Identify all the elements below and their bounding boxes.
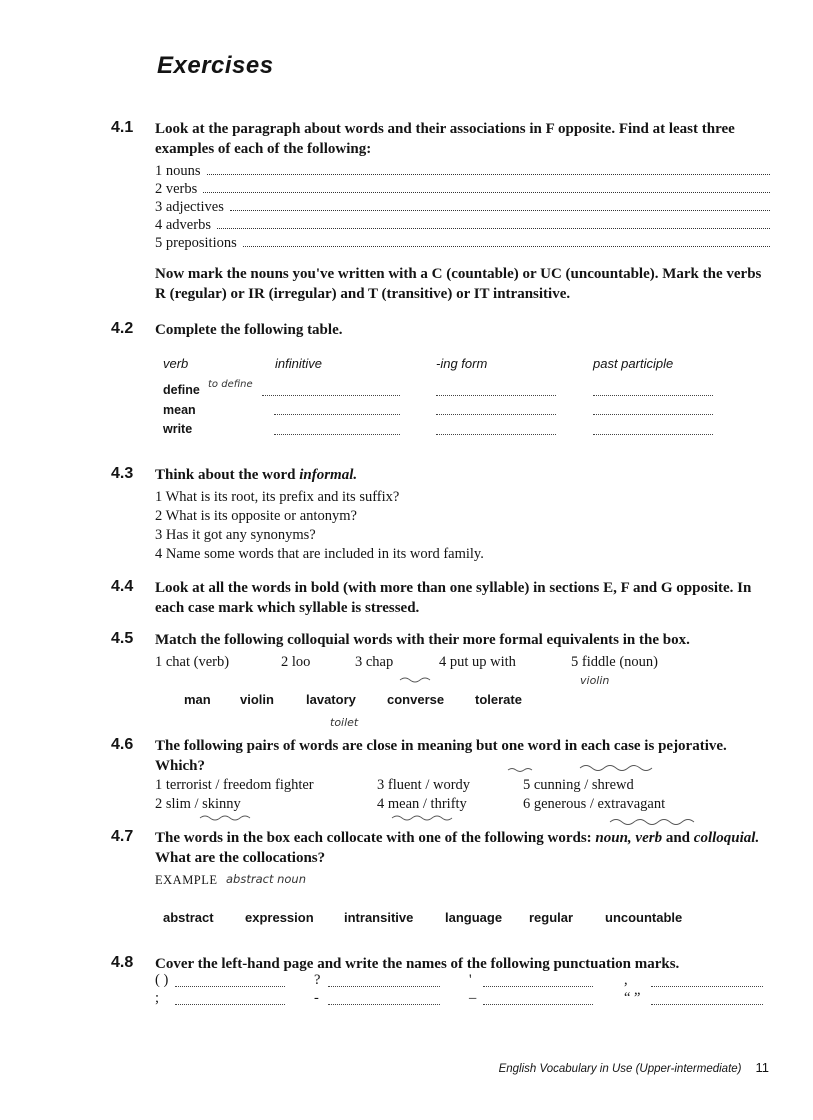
punctuation-mark: “ ” (624, 990, 641, 1006)
answer-line-nouns[interactable]: 1 nouns (155, 163, 770, 182)
punctuation-mark: ; (155, 990, 160, 1006)
handwritten-note: violin (580, 674, 610, 687)
blank-punctuation[interactable] (175, 994, 285, 1005)
answer-line-prepositions[interactable]: 5 prepositions (155, 235, 770, 254)
answer-line-verbs[interactable]: 2 verbs (155, 181, 770, 200)
exercise-4-5-instruction: Match the following colloquial words with their more formal equivalents in the box. (155, 632, 690, 648)
box-word: intransitive (344, 910, 414, 925)
list-item: 2 loo (281, 654, 311, 670)
example-label: EXAMPLE (155, 873, 218, 887)
box-word: uncountable (605, 910, 683, 925)
blank-punctuation[interactable] (483, 994, 593, 1005)
table-header-ing-form: -ing form (436, 356, 488, 371)
box-word: language (445, 910, 503, 925)
table-row-write: write (163, 422, 193, 436)
exercise-4-1-followup: Now mark the nouns you've written with a C (countable) or UC (uncountable). Mark the verbs R (regular) or IR (irregular) and T (transitive) or IT intransitive. (155, 266, 762, 302)
exercise-4-6-instruction: The following pairs of words are close in meaning but one word in each case is pejorative. Which? (155, 738, 727, 774)
list-item: 3 Has it got any synonyms? (155, 527, 316, 543)
exercise-4-3-instruction: Think about the word informal. (155, 467, 358, 483)
punctuation-mark: ( ) (155, 972, 169, 988)
table-header-verb: verb (163, 356, 189, 371)
page-footer (499, 1060, 769, 1075)
list-item: 4 Name some words that are included in its word family. (155, 546, 484, 562)
handwritten-note: toilet (330, 716, 359, 729)
box-word: tolerate (475, 692, 522, 707)
punctuation-mark: – (469, 990, 477, 1006)
exercise-4-7-instruction: The words in the box each collocate with one of the following words: noun, verb and colloquial. What are the collocations? (155, 830, 760, 866)
box-word: abstract (163, 910, 214, 925)
blank-punctuation[interactable] (328, 976, 440, 987)
punctuation-mark: ? (314, 972, 321, 988)
punctuation-mark: - (314, 990, 319, 1006)
list-item: 4 mean / thrifty (377, 796, 467, 812)
list-item: 5 cunning / shrewd (523, 777, 634, 793)
table-row-define: define (163, 383, 200, 397)
exercise-number-4-8: 4.8 (111, 954, 134, 971)
exercise-number-4-4: 4.4 (111, 578, 134, 595)
answer-line-adverbs[interactable]: 4 adverbs (155, 217, 770, 236)
box-word: converse (387, 692, 445, 707)
page-title: Exercises (157, 52, 274, 79)
exercise-4-1-instruction: Look at the paragraph about words and their associations in F opposite. Find at least three examples of each of the following: (155, 121, 735, 157)
example-answer: abstract noun (226, 872, 307, 886)
blank-punctuation[interactable] (651, 994, 763, 1005)
blank-punctuation[interactable] (175, 976, 285, 987)
list-item: 6 generous / extravagant (523, 796, 666, 812)
blank-punctuation[interactable] (328, 994, 440, 1005)
page-number: 11 (755, 1060, 769, 1075)
exercise-number-4-1: 4.1 (111, 119, 134, 136)
exercise-number-4-6: 4.6 (111, 736, 134, 753)
list-item: 2 What is its opposite or antonym? (155, 508, 357, 524)
box-word: lavatory (306, 692, 356, 707)
answer-line-adjectives[interactable]: 3 adjectives (155, 199, 770, 218)
handwritten-answer: to define (208, 379, 253, 390)
list-item: 1 terrorist / freedom fighter (155, 777, 314, 793)
book-title: English Vocabulary in Use (Upper-intermediate) (498, 1063, 742, 1075)
list-item: 2 slim / skinny (155, 796, 241, 812)
punctuation-mark: ' (469, 972, 472, 988)
blank-punctuation[interactable] (651, 976, 763, 987)
box-word: regular (529, 910, 574, 925)
table-header-infinitive: infinitive (275, 356, 322, 371)
table-row-mean: mean (163, 403, 196, 417)
exercise-number-4-2: 4.2 (111, 320, 134, 337)
exercise-4-2-instruction: Complete the following table. (155, 322, 343, 338)
list-item: 3 fluent / wordy (377, 777, 471, 793)
box-word: man (184, 692, 211, 707)
punctuation-mark: , (624, 972, 628, 988)
list-item: 1 What is its root, its prefix and its suffix? (155, 489, 400, 505)
table-header-past-participle: past participle (593, 356, 674, 371)
list-item: 1 chat (verb) (155, 654, 230, 670)
exercise-number-4-5: 4.5 (111, 630, 134, 647)
list-item: 3 chap (355, 654, 394, 670)
exercise-4-4-instruction: Look at all the words in bold (with more than one syllable) in sections E, F and G opposite. In each case mark which syllable is stressed. (155, 580, 752, 616)
exercise-number-4-7: 4.7 (111, 828, 134, 845)
box-word: expression (245, 910, 314, 925)
blank-punctuation[interactable] (483, 976, 593, 987)
exercise-4-8-instruction: Cover the left-hand page and write the names of the following punctuation marks. (155, 956, 680, 972)
exercise-number-4-3: 4.3 (111, 465, 134, 482)
list-item: 4 put up with (439, 654, 516, 670)
list-item: 5 fiddle (noun) (571, 654, 658, 670)
box-word: violin (240, 692, 274, 707)
